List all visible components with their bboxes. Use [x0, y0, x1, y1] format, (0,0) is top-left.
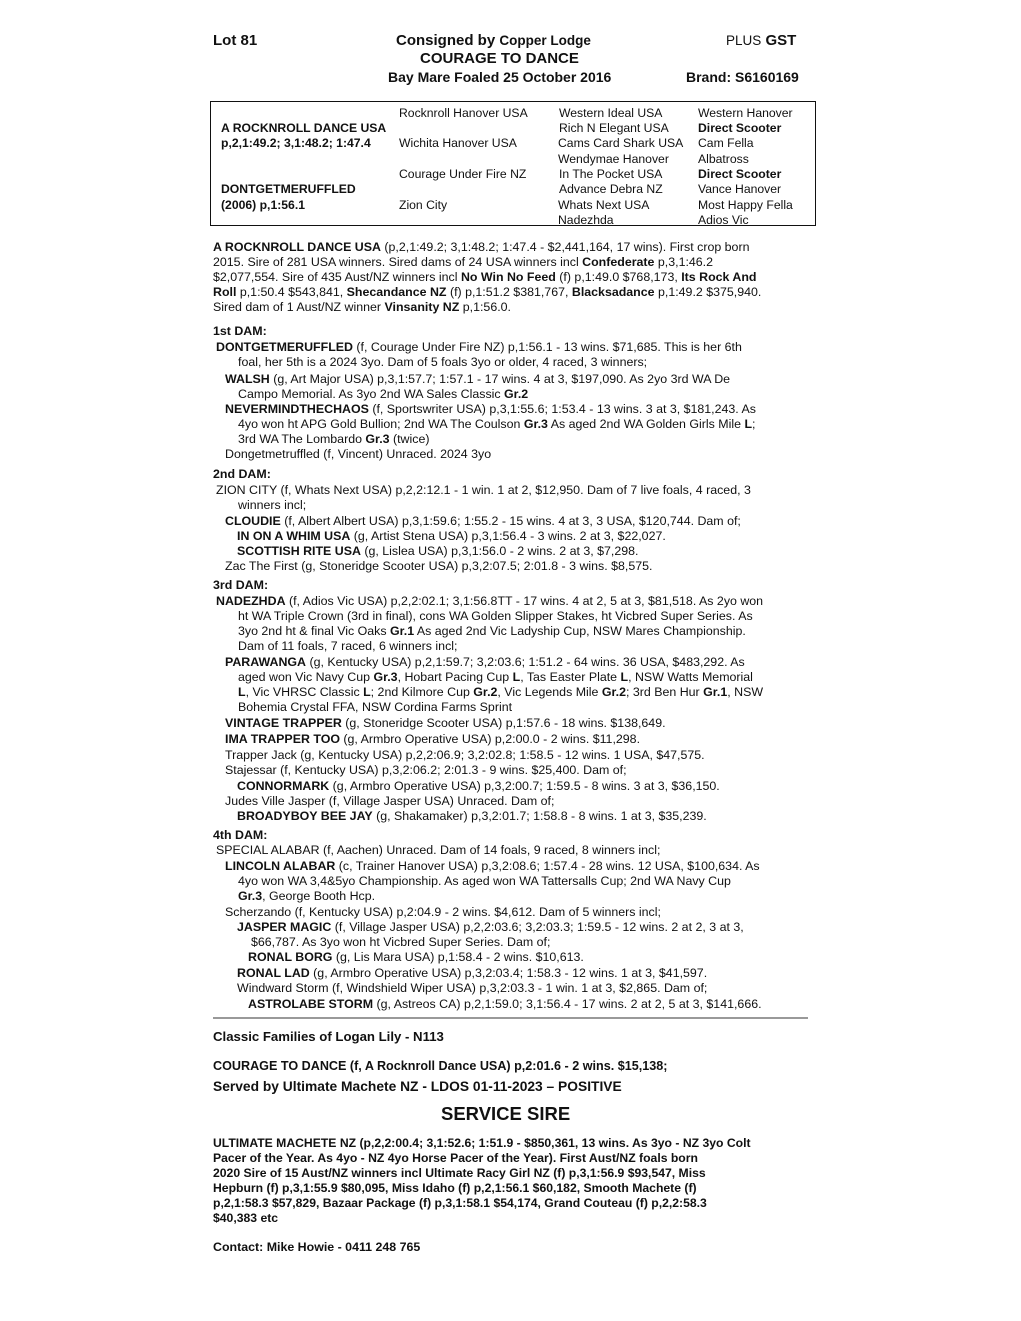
contact: Contact: Mike Howie - 0411 248 765	[213, 1240, 421, 1254]
pedigree-g3: Adios Vic	[698, 213, 749, 227]
section-heading: 4th DAM:	[213, 828, 268, 842]
sire-name: A ROCKNROLL DANCE USA	[213, 240, 381, 254]
lot-number: Lot 81	[213, 32, 258, 49]
section-heading: 1st DAM:	[213, 324, 267, 338]
progeny-entry: LINCOLN ALABAR (c, Trainer Hanover USA) p,3,2:08.6; 1:57.4 - 28 wins. 12 USA, $100,634. As	[225, 859, 760, 873]
progeny-entry: Trapper Jack (g, Kentucky USA) p,2,2:06.9; 3,2:02.8; 1:58.5 - 12 wins. 1 USA, $47,575.	[225, 748, 705, 762]
pedigree-g2: Western Ideal USA	[559, 106, 663, 120]
pedigree-g2: In The Pocket USA	[559, 167, 663, 181]
progeny-entry: IMA TRAPPER TOO (g, Armbro Operative USA) p,2:00.0 - 2 wins. $11,298.	[225, 732, 641, 746]
pedigree-g2: Rich N Elegant USA	[559, 121, 669, 135]
dam2-main: ZION CITY (f, Whats Next USA) p,2,2:12.1 - 1 win. 1 at 2, $12,950. Dam of 7 live foals, 4 raced, 3	[216, 483, 751, 497]
progeny-entry: IN ON A WHIM USA (g, Artist Stena USA) p,3,1:56.4 - 3 wins. 2 at 3, $22,027.	[237, 529, 666, 543]
pedigree-g3: Western Hanover	[698, 106, 793, 120]
progeny-entry: RONAL LAD (g, Armbro Operative USA) p,3,2:03.4; 1:58.3 - 12 wins. 1 at 3, $41,597.	[237, 966, 708, 980]
progeny-entry: SCOTTISH RITE USA (g, Lislea USA) p,3,1:56.0 - 2 wins. 2 at 3, $7,298.	[237, 544, 639, 558]
pedigree-g3: Cam Fella	[698, 136, 754, 150]
progeny-entry: PARAWANGA (g, Kentucky USA) p,2,1:59.7; 3,2:03.6; 1:51.2 - 64 wins. 36 USA, $483,292. As	[225, 655, 745, 669]
served-by: Served by Ultimate Machete NZ - LDOS 01-11-2023 – POSITIVE	[213, 1079, 622, 1094]
pedigree-g1: Zion City	[399, 198, 448, 212]
pedigree-g2: Advance Debra NZ	[559, 182, 663, 196]
progeny-entry: NEVERMINDTHECHAOS (f, Sportswriter USA) p,3,1:55.6; 1:53.4 - 13 wins. 3 at 3, $181,243. As	[225, 402, 756, 416]
progeny-entry: Stajessar (f, Kentucky USA) p,3,2:06.2; 2:01.3 - 9 wins. $25,400. Dam of;	[225, 763, 627, 777]
section-heading: 3rd DAM:	[213, 578, 269, 592]
pedigree-table	[210, 101, 816, 226]
progeny-entry: WALSH (g, Art Major USA) p,3,1:57.7; 1:57.1 - 17 wins. 4 at 3, $197,090. As 2yo 3rd WA De	[225, 372, 731, 386]
progeny-entry: Zac The First (g, Stoneridge Scooter USA) p,3,2:07.5; 2:01.8 - 3 wins. $8,575.	[225, 559, 653, 573]
pedigree-g2: Whats Next USA	[558, 198, 650, 212]
courage-record: COURAGE TO DANCE (f, A Rocknroll Dance USA) p,2:01.6 - 2 wins. $15,138;	[213, 1059, 668, 1073]
pedigree-g2: Wendymae Hanover	[558, 152, 669, 166]
progeny-entry: JASPER MAGIC (f, Village Jasper USA) p,2,2:03.6; 3,2:03.3; 1:59.5 - 12 wins. 2 at 2, 3 at 3,	[237, 920, 744, 934]
pedigree-sire: A ROCKNROLL DANCE USA	[221, 121, 387, 135]
progeny-entry: Windward Storm (f, Windshield Wiper USA) p,3,2:03.3 - 1 win. 1 at 3, $2,865. Dam of;	[237, 981, 708, 995]
divider	[213, 1017, 808, 1019]
progeny-entry: ASTROLABE STORM (g, Astreos CA) p,2,1:59.0; 3,1:56.4 - 17 wins. 2 at 2, 5 at 3, $141,666.	[248, 997, 762, 1011]
consigned-by	[396, 32, 591, 49]
foaled-line: Bay Mare Foaled 25 October 2016	[388, 69, 612, 85]
progeny-entry: VINTAGE TRAPPER (g, Stoneridge Scooter USA) p,1:57.6 - 18 wins. $138,649.	[225, 716, 666, 730]
section-heading: 2nd DAM:	[213, 467, 271, 481]
dam1-main: DONTGETMERUFFLED (f, Courage Under Fire NZ) p,1:56.1 - 13 wins. $71,685. This is her 6th	[216, 340, 742, 354]
progeny-entry: Judes Ville Jasper (f, Village Jasper USA) Unraced. Dam of;	[225, 794, 555, 808]
progeny-entry: CONNORMARK (g, Armbro Operative USA) p,3,2:00.7; 1:59.5 - 8 wins. 3 at 3, $36,150.	[237, 779, 720, 793]
pedigree-g1: Rocknroll Hanover USA	[399, 106, 528, 120]
progeny-entry: CLOUDIE (f, Albert Albert USA) p,3,1:59.6; 1:55.2 - 15 wins. 4 at 3, 3 USA, $120,744. Dam of;	[225, 514, 741, 528]
horse-name: COURAGE TO DANCE	[420, 50, 579, 67]
progeny-entry: BROADYBOY BEE JAY (g, Shakamaker) p,3,2:01.7; 1:58.8 - 8 wins. 1 at 3, $35,239.	[237, 809, 707, 823]
consigned-prefix: Consigned by	[396, 32, 496, 49]
pedigree-g1: Wichita Hanover USA	[399, 136, 517, 150]
consignor-name: Copper Lodge	[499, 33, 591, 48]
pedigree-g1: Courage Under Fire NZ	[399, 167, 527, 181]
pedigree-g3: Vance Hanover	[698, 182, 782, 196]
plus-value: GST	[765, 32, 797, 49]
pedigree-g3: Direct Scooter	[698, 121, 782, 135]
progeny-entry: RONAL BORG (g, Lis Mara USA) p,1:58.4 - 2 wins. $10,613.	[248, 950, 584, 964]
progeny-entry: Dongetmetruffled (f, Vincent) Unraced. 2024 3yo	[225, 447, 492, 461]
pedigree-g2: Cams Card Shark USA	[558, 136, 684, 150]
brand: Brand: S6160169	[686, 69, 799, 85]
pedigree-sire-record: p,2,1:49.2; 3,1:48.2; 1:47.4	[221, 136, 371, 150]
plus-prefix: PLUS	[726, 33, 762, 48]
dam3-main: NADEZHDA (f, Adios Vic USA) p,2,2:02.1; 3,1:56.8TT - 17 wins. 4 at 2, 5 at 3, $81,518. As 2yo won	[216, 594, 764, 608]
classic-families: Classic Families of Logan Lily - N113	[213, 1029, 444, 1044]
plus-gst	[726, 32, 796, 49]
pedigree-g3: Direct Scooter	[698, 167, 782, 181]
pedigree-g3: Most Happy Fella	[698, 198, 793, 212]
progeny-entry: Scherzando (f, Kentucky USA) p,2:04.9 - 2 wins. $4,612. Dam of 5 winners incl;	[225, 905, 661, 919]
pedigree-g2: Nadezhda	[558, 213, 614, 227]
service-sire-heading: SERVICE SIRE	[441, 1103, 571, 1124]
dam4-main: SPECIAL ALABAR (f, Aachen) Unraced. Dam of 14 foals, 9 raced, 8 winners incl;	[216, 843, 661, 857]
pedigree-g3: Albatross	[698, 152, 749, 166]
pedigree-dam-record: (2006) p,1:56.1	[221, 198, 306, 212]
pedigree-dam: DONTGETMERUFFLED	[221, 182, 356, 196]
